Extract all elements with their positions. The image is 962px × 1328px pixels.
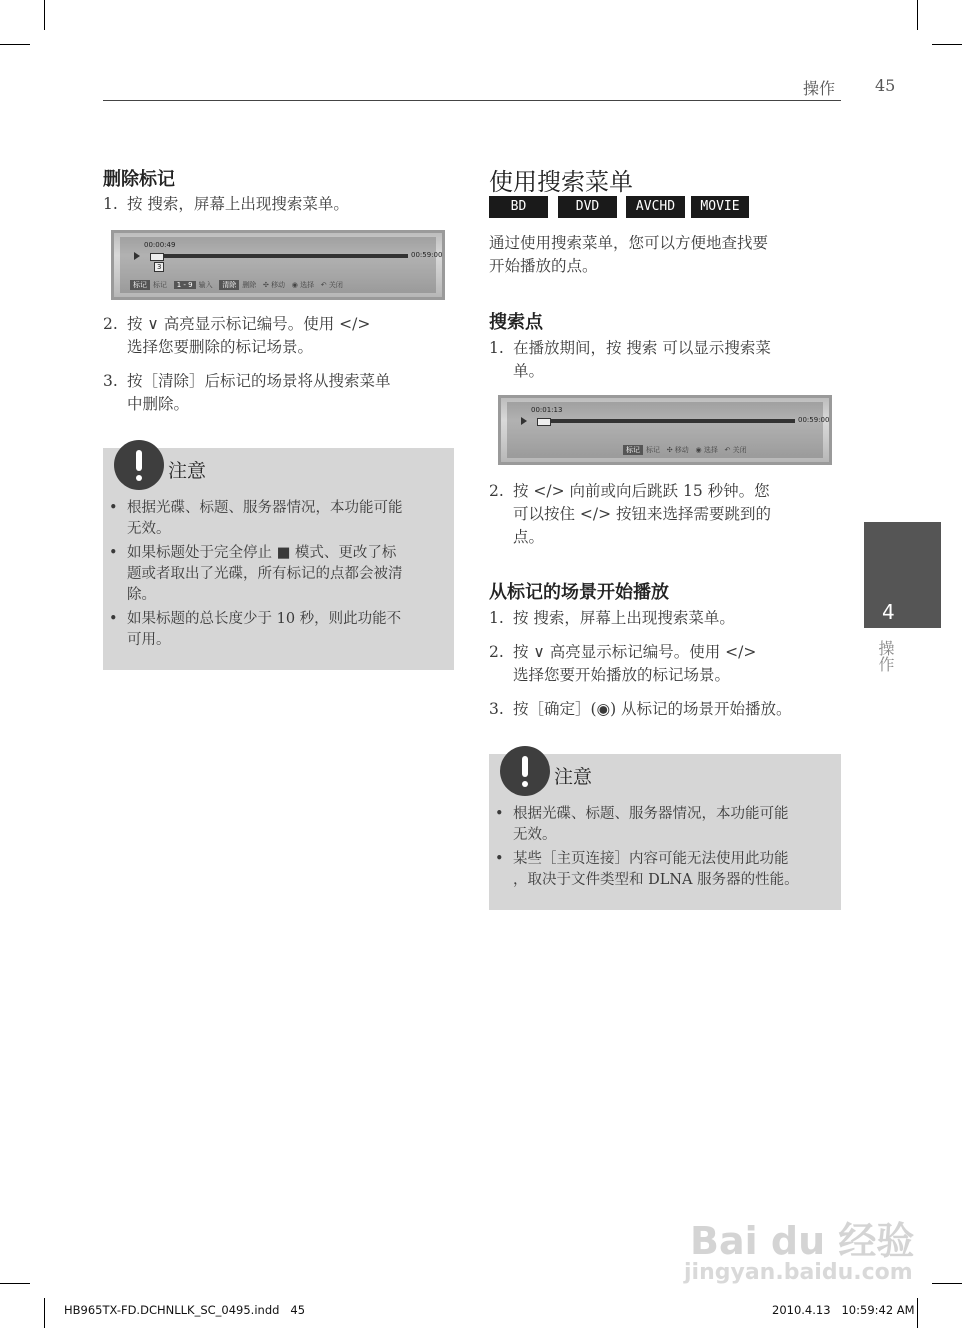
step-number: 3. bbox=[489, 700, 504, 718]
step-text-line1: 按 ∨ 高亮显示标记编号。使用 </> bbox=[513, 643, 757, 661]
chapter-tab bbox=[864, 522, 941, 628]
mark-search-menu-screenshot bbox=[111, 230, 445, 300]
crop-mark-top-left-h bbox=[0, 44, 30, 45]
note-title: 注意 bbox=[554, 766, 593, 788]
step-text-line2: 选择您要删除的标记场景。 bbox=[127, 338, 314, 356]
bullet-line2: 无效。 bbox=[513, 827, 557, 843]
intro-line2: 开始播放的点。 bbox=[489, 257, 598, 275]
step-text-line3: 点。 bbox=[513, 528, 545, 546]
baidu-watermark-url: jingyan.baidu.com bbox=[684, 1260, 913, 1285]
crop-mark-bottom-right-h bbox=[932, 1283, 962, 1284]
step-text-line1: 按［清除］后标记的场景将从搜索菜单 bbox=[127, 372, 391, 390]
footer-file-info: HB965TX-FD.DCHNLLK_SC_0495.indd 45 bbox=[64, 1303, 306, 1317]
clear-key: 清除 bbox=[219, 280, 239, 290]
bullet-line1: 某些［主页连接］内容可能无法使用此功能 bbox=[513, 851, 789, 867]
mark-key: 标记 bbox=[130, 280, 150, 290]
intro-line1: 通过使用搜索菜单，您可以方便地查找要 bbox=[489, 234, 769, 252]
bullet-dot: • bbox=[495, 851, 504, 867]
bullet-dot: • bbox=[109, 500, 118, 516]
step-text: 按［确定］(◉) 从标记的场景开始播放。 bbox=[513, 700, 792, 718]
tag-dvd: DVD bbox=[558, 196, 617, 218]
note-bullet bbox=[495, 804, 835, 846]
bullet-line3: 除。 bbox=[127, 587, 156, 603]
search-step-2 bbox=[489, 480, 839, 549]
progress-fill bbox=[150, 253, 164, 261]
bullet-dot: • bbox=[495, 806, 504, 822]
step-number: 2. bbox=[489, 643, 504, 661]
step-text-line2: 单。 bbox=[513, 362, 545, 380]
select-icon: ◉ bbox=[291, 281, 298, 289]
select-icon: ◉ bbox=[695, 446, 702, 454]
select-label: 选择 bbox=[300, 281, 315, 289]
number-keys: 1 - 9 bbox=[174, 281, 196, 289]
total-time: 00:59:00 bbox=[798, 416, 830, 424]
delete-step-3 bbox=[103, 370, 453, 416]
delete-label: 删除 bbox=[242, 281, 257, 289]
search-menu-title: 使用搜索菜单 bbox=[489, 168, 633, 196]
crop-mark-top-right-h bbox=[932, 44, 962, 45]
exclamation-icon bbox=[114, 440, 164, 490]
step-number: 1. bbox=[489, 609, 504, 627]
play-icon bbox=[134, 252, 140, 260]
crop-mark-top-left-v bbox=[44, 0, 45, 30]
tag-bd: BD bbox=[489, 196, 548, 218]
progress-bar bbox=[537, 419, 795, 423]
search-menu-screenshot bbox=[498, 395, 832, 465]
baidu-watermark-logo: Bai du 经验 bbox=[690, 1219, 915, 1263]
search-point-heading: 搜索点 bbox=[489, 312, 543, 333]
note-bullet bbox=[109, 498, 449, 540]
chapter-label: 操作 bbox=[876, 640, 895, 672]
step-text: 按 搜索，屏幕上出现搜索菜单。 bbox=[127, 195, 349, 213]
tag-movie: MOVIE bbox=[691, 196, 749, 218]
exclamation-icon bbox=[500, 746, 550, 796]
play-step-2 bbox=[489, 641, 839, 687]
close-label: 关闭 bbox=[732, 446, 747, 454]
step-text-line1: 按 ∨ 高亮显示标记编号。使用 </> bbox=[127, 315, 371, 333]
move-label: 移动 bbox=[271, 281, 286, 289]
step-number: 2. bbox=[103, 315, 118, 333]
bullet-line1: 如果标题的总长度少于 10 秒，则此功能不 bbox=[127, 611, 402, 627]
input-label: 输入 bbox=[198, 281, 213, 289]
note-bullet bbox=[109, 543, 449, 606]
mark-label: 标记 bbox=[646, 446, 660, 454]
step-text-line2: 选择您要开始播放的标记场景。 bbox=[513, 666, 731, 684]
bullet-line1: 根据光碟、标题、服务器情况，本功能可能 bbox=[127, 500, 403, 516]
elapsed-time: 00:01:13 bbox=[531, 406, 563, 414]
crop-mark-bottom-left-v bbox=[44, 1298, 45, 1328]
bullet-line2: 可用。 bbox=[127, 632, 171, 648]
total-time: 00:59:00 bbox=[411, 251, 443, 259]
close-icon: ↶ bbox=[320, 281, 327, 289]
note-bullet bbox=[109, 609, 449, 651]
step-text-line2: 可以按住 </> 按钮来选择需要跳到的 bbox=[513, 505, 772, 523]
crop-mark-bottom-left-h bbox=[0, 1283, 30, 1284]
move-label: 移动 bbox=[674, 446, 689, 454]
close-icon: ↶ bbox=[724, 446, 731, 454]
step-number: 1. bbox=[103, 195, 118, 213]
progress-bar bbox=[150, 254, 408, 258]
chapter-number: 4 bbox=[882, 600, 895, 624]
header-rule bbox=[103, 100, 841, 101]
play-step-1 bbox=[489, 607, 839, 630]
play-step-3 bbox=[489, 698, 839, 721]
step-text-line1: 按 </> 向前或向后跳跃 15 秒钟。您 bbox=[513, 482, 770, 500]
marker-number: 3 bbox=[154, 262, 164, 272]
select-label: 选择 bbox=[703, 446, 718, 454]
note-box-right bbox=[489, 754, 841, 910]
progress-fill bbox=[537, 418, 551, 426]
step-number: 1. bbox=[489, 339, 504, 357]
play-from-mark-heading: 从标记的场景开始播放 bbox=[489, 582, 669, 603]
bullet-line2: 题或者取出了光碟，所有标记的点都会被清 bbox=[127, 566, 403, 582]
bullet-dot: • bbox=[109, 545, 118, 561]
bullet-line1: 根据光碟、标题、服务器情况，本功能可能 bbox=[513, 806, 789, 822]
step-text: 按 搜索，屏幕上出现搜索菜单。 bbox=[513, 609, 735, 627]
tag-avchd: AVCHD bbox=[626, 196, 685, 218]
play-icon bbox=[521, 417, 527, 425]
delete-mark-heading: 删除标记 bbox=[103, 169, 175, 190]
note-bullet bbox=[495, 849, 835, 891]
note-title: 注意 bbox=[168, 460, 207, 482]
header-section-label: 操作 bbox=[803, 79, 836, 98]
bullet-dot: • bbox=[109, 611, 118, 627]
bullet-line2: ，取决于文件类型和 DLNA 服务器的性能。 bbox=[513, 872, 799, 888]
control-hints bbox=[623, 445, 747, 455]
page-number: 45 bbox=[875, 76, 896, 95]
mark-key: 标记 bbox=[623, 445, 643, 455]
bullet-line2: 无效。 bbox=[127, 521, 171, 537]
elapsed-time: 00:00:49 bbox=[144, 241, 176, 249]
move-icon: ✣ bbox=[262, 281, 269, 289]
bullet-line1: 如果标题处于完全停止 ■ 模式、更改了标 bbox=[127, 545, 397, 561]
step-number: 3. bbox=[103, 372, 118, 390]
footer-datetime: 2010.4.13 10:59:42 AM bbox=[772, 1303, 915, 1317]
move-icon: ✣ bbox=[666, 446, 673, 454]
close-label: 关闭 bbox=[328, 281, 343, 289]
crop-mark-top-right-v bbox=[917, 0, 918, 30]
search-intro bbox=[489, 232, 839, 278]
control-hints bbox=[130, 280, 343, 290]
step-number: 2. bbox=[489, 482, 504, 500]
step-text-line2: 中删除。 bbox=[127, 395, 190, 413]
note-box-left bbox=[103, 448, 454, 670]
step-text-line1: 在播放期间，按 搜索 可以显示搜索菜 bbox=[513, 339, 771, 357]
crop-mark-bottom-right-v bbox=[917, 1298, 918, 1328]
search-step-1 bbox=[489, 337, 839, 383]
delete-step-1 bbox=[103, 193, 453, 216]
delete-step-2 bbox=[103, 313, 453, 359]
mark-label: 标记 bbox=[153, 281, 167, 289]
